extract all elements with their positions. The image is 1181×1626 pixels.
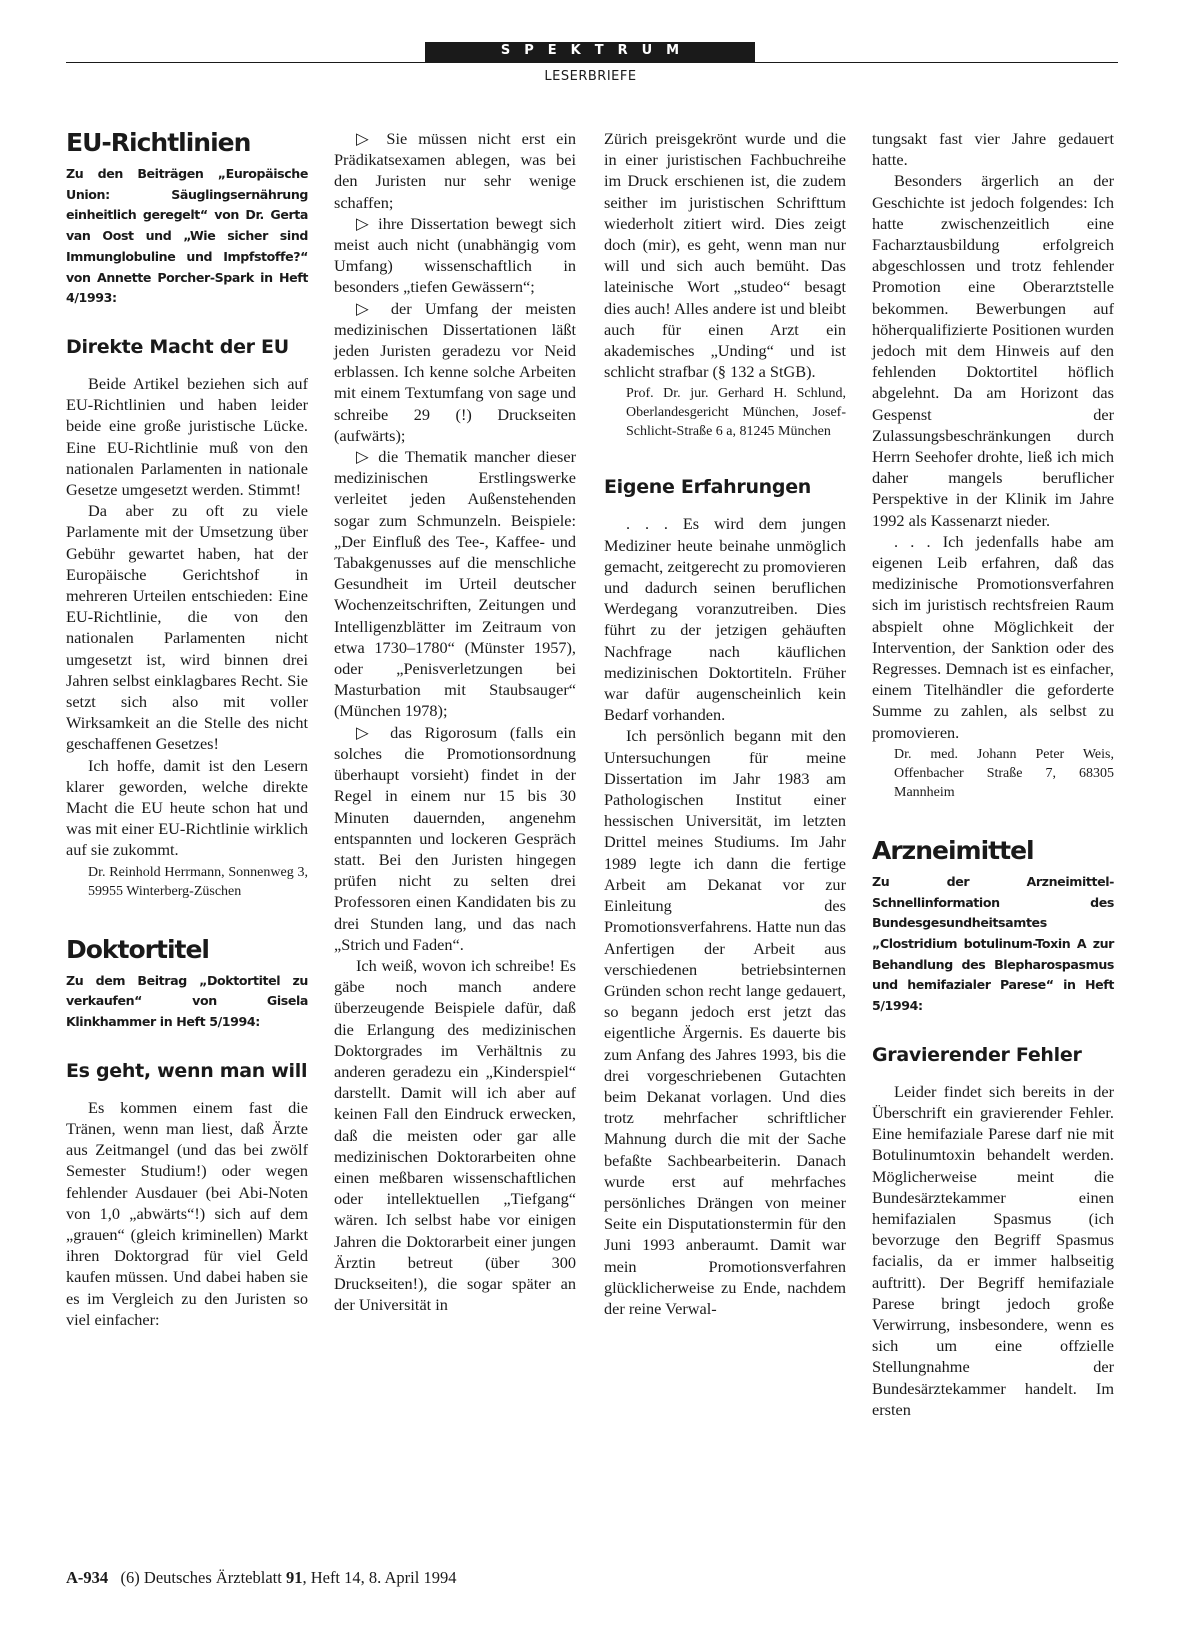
heading-doktortitel: Doktortitel (66, 934, 210, 964)
letter-paragraph: Ich hoffe, damit ist den Lesern klarer geworden, welche direkte Macht die EU heute schon hat und was mit einer EU-Richtlinie wirklich auf sie zukommt. (66, 755, 308, 860)
letter-paragraph: Besonders ärgerlich an der Geschichte ist jedoch folgendes: Ich hatte zwischenzeitlich eine Facharztausbildung erfolgreich abgeschlossen und trotz fehlender Promotion eine Oberarztstelle bekommen. Bewerbungen auf höherqualifizierte Positionen wurden jedoch mit dem Hinweis auf den fehlenden Doktortitel höflich abgelehnt. Da am Horizont das Gespenst der Zulassungsbeschränkungen durch Herrn Seehofer drohte, ließ ich mich daher mangels beruflicher Perspektive in der Klinik im Jahre 1992 als Kassenarzt nieder. (872, 171, 1114, 530)
intro-eu-richtlinien: Zu den Beiträgen „Europäische Union: Säuglingsernährung einheitlich geregelt“ von Dr. Gerta van Oost und „Wie sicher sind Immunglobuline und Impfstoffe?“ von Annette Porcher-Spark in Heft 4/1993: (66, 166, 308, 306)
letter-paragraph: Es kommen einem fast die Tränen, wenn man liest, daß Ärzte aus Zeitmangel (und das bei zwölf Semester Studium!) oder wegen fehlender Ausdauer (bei Abi-Noten von 1,0 „abwärts“!) sich auf dem „grauen“ (gleich kriminellen) Markt ihren Doktorgrad für viel Geld kaufen müssen. Und dabei haben sie es im Vergleich zu den Juristen so viel einfacher: (66, 1097, 308, 1329)
letter-paragraph: Ich weiß, wovon ich schreibe! Es gäbe noch manch andere überzeugende Beispiele dafür, daß die Erlangung des medizinischen Doktorgrades im Verhältnis zu anderen geradezu ein „Kinderspiel“ darstellt. Damit will ich aber auf keinen Fall den Eindruck erwecken, daß die meisten oder gar alle medizinischen Doktorarbeiten ohne einen meßbaren wissenschaftlichen oder intellektuellen „Tiefgang“ wären. Ich selbst habe vor einigen Jahren die Doktorarbeit einer jungen Ärztin betreut (über 300 Druckseiten!), die sogar später an der Universität in (334, 955, 576, 1315)
page-footer (66, 1568, 456, 1588)
heading-arzneimittel: Arzneimittel (872, 835, 1034, 865)
journal-name: Deutsches Ärzteblatt (143, 1568, 282, 1587)
intro-arzneimittel: Zu der Arzneimittel-Schnellinformation des Bundesgesundheitsamtes „Clostridium botulinum-Toxin A zur Behandlung des Blepharospasmus und hemifazialer Parese“ in Heft 5/1994: (872, 873, 1114, 1014)
letter-paragraph: ▷ der Umfang der meisten medizinischen Dissertationen läßt jeden Juristen geradezu vor Neid erblassen. Ich kenne solche Arbeiten mit einem Textumfang von sage und schreibe 29 (!) Druckseiten (aufwärts); (334, 298, 576, 445)
letter-paragraph: ▷ ihre Dissertation bewegt sich meist auch nicht (unabhängig vom Umfang) wissenschaftlich in besonders „tiefen Gewässern“; (334, 213, 576, 297)
subheading-eigene-erfahrungen: Eigene Erfahrungen (604, 476, 812, 499)
letter-paragraph: . . . Es wird dem jungen Mediziner heute beinahe unmöglich gemacht, zeitgerecht zu promovieren und dadurch seinen beruflichen Werdegang voranzutreiben. Dies führt zu der jetzigen gehäuften Nachfrage nach käuflichen medizinischen Doktortiteln. Früher war dafür augenscheinlich kein Bedarf vorhanden. (604, 514, 846, 725)
column-2 (334, 128, 576, 1315)
letter-paragraph: Beide Artikel beziehen sich auf EU-Richtlinien und haben leider beide eine große juristische Lücke. Eine EU-Richtlinie muß von den nationalen Parlamenten in nationale Gesetze umgesetzt werden. Stimmt! (66, 373, 308, 499)
letter-paragraph: ▷ die Thematik mancher dieser medizinischen Erstlingswerke verleitet jeden Außenstehenden sogar zum Schmunzeln. Beispiele: „Der Einfluß des Tee-, Kaffee- und Tabakgenusses auf die menschliche Gesundheit im Urteil deutscher Wochenzeitschriften, Zeitungen und Intelligenzblätter im Zeitraum von etwa 1730–1780“ (Münster 1957), oder „Penisverletzungen bei Masturbation mit Staubsauger“ (München 1978); (334, 447, 576, 721)
subheading-gravierender-fehler: Gravierender Fehler (872, 1043, 1082, 1066)
header-rule-thick (425, 60, 755, 63)
issue-info: , Heft 14, 8. April 1994 (302, 1568, 457, 1587)
letter-paragraph: . . . Ich jedenfalls habe am eigenen Leib erfahren, daß das medizinische Promotionsverfahren sich im juristisch rechtsfreien Raum abspielt ohne Möglichkeit der Intervention, der Sanktion oder des Regresses. Demnach ist es einfacher, einem Titelhändler die geforderte Summe zu zahlen, als selbst zu promovieren. (872, 531, 1114, 742)
letter-signature: Dr. Reinhold Herrmann, Sonnenweg 3, 59955 Winterberg-Züschen (88, 864, 308, 899)
letter-paragraph: ▷ Sie müssen nicht erst ein Prädikatsexamen ablegen, was bei den Juristen nur sehr wenige schaffen; (334, 129, 576, 212)
letter-signature: Prof. Dr. jur. Gerhard H. Schlund, Oberlandesgericht München, Josef-Schlicht-Straße 6 a, 81245 München (626, 386, 846, 440)
column-1 (66, 128, 308, 1330)
letter-paragraph: Leider findet sich bereits in der Überschrift ein gravierender Fehler. Eine hemifaziale Parese darf nie mit Botulinumtoxin behandelt werden. Möglicherweise meint die Bundesärztekammer einen hemifazialen Spasmus (ich bevorzuge den Begriff Spasmus facialis, da er immer halbseitig auftritt). Der Begriff hemifaziale Parese bringt jedoch große Verwirrung, insbesondere, wenn es sich um eine offzielle Stellungnahme der Bundesärztekammer handelt. Im ersten (872, 1081, 1114, 1419)
letter-signature: Dr. med. Johann Peter Weis, Offenbacher Straße 7, 68305 Mannheim (894, 746, 1114, 800)
page-code: A-934 (66, 1568, 109, 1587)
column-3 (604, 128, 846, 1319)
letter-paragraph: ▷ das Rigorosum (falls ein solches die Promotionsordnung überhaupt vorsieht) findet in der Regel in einem nur 15 bis 30 Minuten dauernden, angenehm entspannten und lockeren Gespräch statt. Bei den Juristen hingegen prüfen nicht zu selten drei Professoren einen Kandidaten bis zu drei Stunden lang, und das nach „Strich und Faden“. (334, 722, 576, 954)
letter-paragraph: tungsakt fast vier Jahre gedauert hatte. (872, 129, 1114, 170)
subheading-direkte-macht: Direkte Macht der EU (66, 335, 289, 358)
intro-doktortitel: Zu dem Beitrag „Doktortitel zu verkaufen“ von Gisela Klinkhammer in Heft 5/1994: (66, 972, 308, 1029)
subheading-es-geht: Es geht, wenn man will (66, 1059, 308, 1082)
letter-paragraph: Da aber zu oft zu viele Parlamente mit der Umsetzung über Gebühr gewartet haben, hat der Europäische Gerichtshof in mehreren Urteilen entschieden: Eine EU-Richtlinie, die von den nationalen Parlamenten nicht umgesetzt ist, wird binnen drei Jahren selbst einklagbares Recht. Sie setzt sich also mit voller Wirksamkeit an die Stelle des nicht geschaffenen Gesetzes! (66, 501, 308, 754)
section-banner: SPEKTRUM (425, 42, 755, 60)
page-number: (6) (120, 1568, 140, 1587)
letter-paragraph: Zürich preisgekrönt wurde und die in einer juristischen Fachbuchreihe im Druck erschienen ist, die zudem seither im juristischen Schrifttum wiederholt zitiert wird. Dies zeigt doch (mir), es geht, wenn man nur will und sich auch bemüht. Das lateinische Wort „studeo“ besagt dies auch! Alles andere ist und bleibt auch für einen Arzt ein akademisches „Unding“ und ist schlicht strafbar (§ 132 a StGB). (604, 129, 846, 382)
letter-paragraph: Ich persönlich begann mit den Untersuchungen für meine Dissertation im Jahr 1983 am Pathologischen Institut einer hessischen Universität, im letzten Drittel meines Studiums. Im Jahr 1989 legte ich dann die fertige Arbeit am Dekanat vor zur Einleitung des Promotionsverfahrens. Hatte nun das Anfertigen der Arbeit aus verschiedenen betriebsinternen Gründen schon recht lange gedauert, so begann jedoch erst jetzt das eigentliche Ärgernis. Es dauerte bis zum Anfang des Jahres 1993, bis die drei vorgeschriebenen Gutachten beim Dekanat vorlagen. Und dies trotz mehrfacher schriftlicher Mahnung durch die mit der Sache befaßte Sachbearbeiterin. Danach wurde erst auf mehrfaches persönliches Drängen von meiner Seite ein Disputationstermin für den Juni 1993 anberaumt. Damit war mein Promotionsverfahren glücklicherweise zu Ende, nachdem der reine Verwal- (604, 726, 846, 1318)
volume-number: 91 (285, 1568, 303, 1587)
subsection-label: LESERBRIEFE (544, 69, 637, 84)
heading-eu-richtlinien: EU-Richtlinien (66, 128, 251, 157)
column-4 (872, 128, 1114, 1420)
